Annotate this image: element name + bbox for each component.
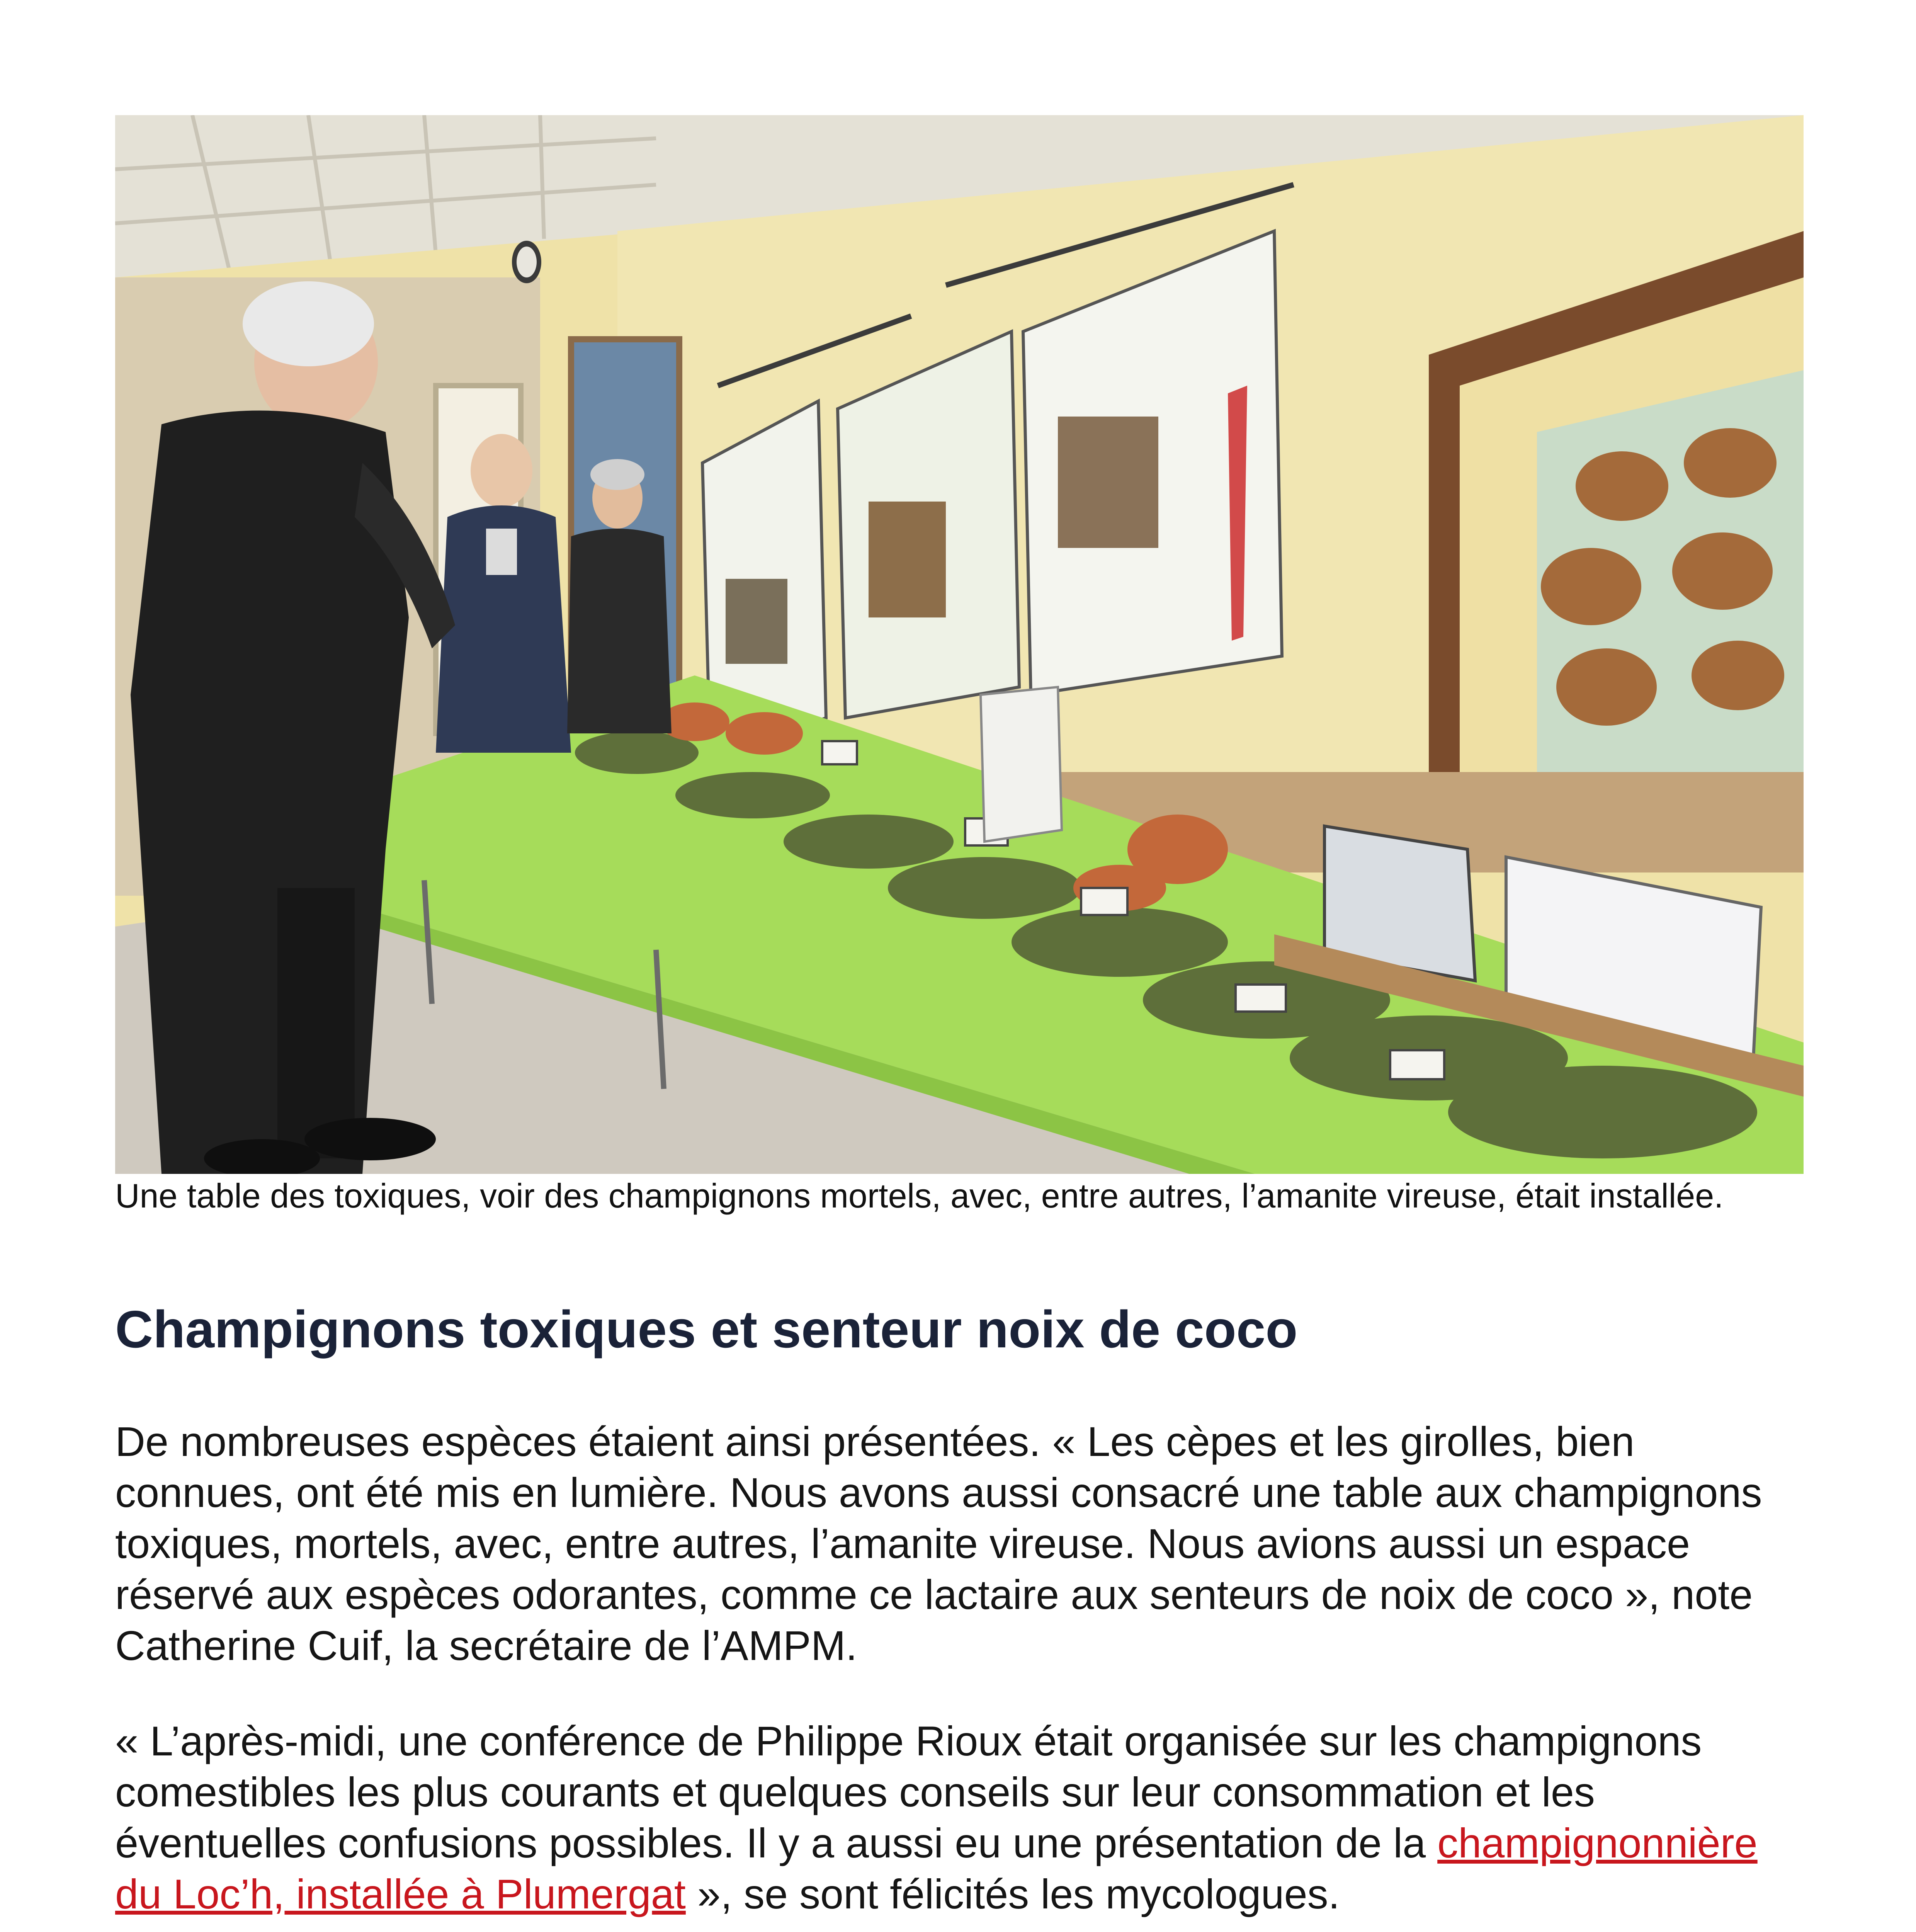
- photo-caption: Une table des toxiques, voir des champignons mortels, avec, entre autres, l’amanite vireuse, était installée.: [115, 1177, 1724, 1215]
- paragraph-2-text-after: », se sont félicités les mycologues.: [685, 1871, 1340, 1917]
- paragraph-1: De nombreuses espèces étaient ainsi présentées. « Les cèpes et les girolles, bien connues, ont été mis en lumière. Nous avons aussi consacré une table aux champignons toxiques, mortels, avec, entre autres, l’amanite vireuse. Nous avions aussi un espace réservé aux espèces odorantes, comme ce lactaire aux senteurs de noix de coco », note Catherine Cuif, la secrétaire de l’AMPM.: [115, 1418, 1762, 1669]
- article-headline: Champignons toxiques et senteur noix de coco: [115, 1300, 1298, 1359]
- paragraph-2-text-before: « L’après-midi, une conférence de Philippe Rioux était organisée sur les champignons comestibles les plus courants et quelques conseils sur leur consommation et les éventuelles confusions possibles. Il y a aussi eu une présentation de la: [115, 1718, 1702, 1866]
- champignonniere-link[interactable]: champignonnière du Loc’h, installée à Plumergat: [115, 1820, 1758, 1917]
- paragraph-2: [115, 1716, 1804, 1920]
- photo-illustration: [115, 115, 1804, 1174]
- article-photo: [115, 115, 1804, 1174]
